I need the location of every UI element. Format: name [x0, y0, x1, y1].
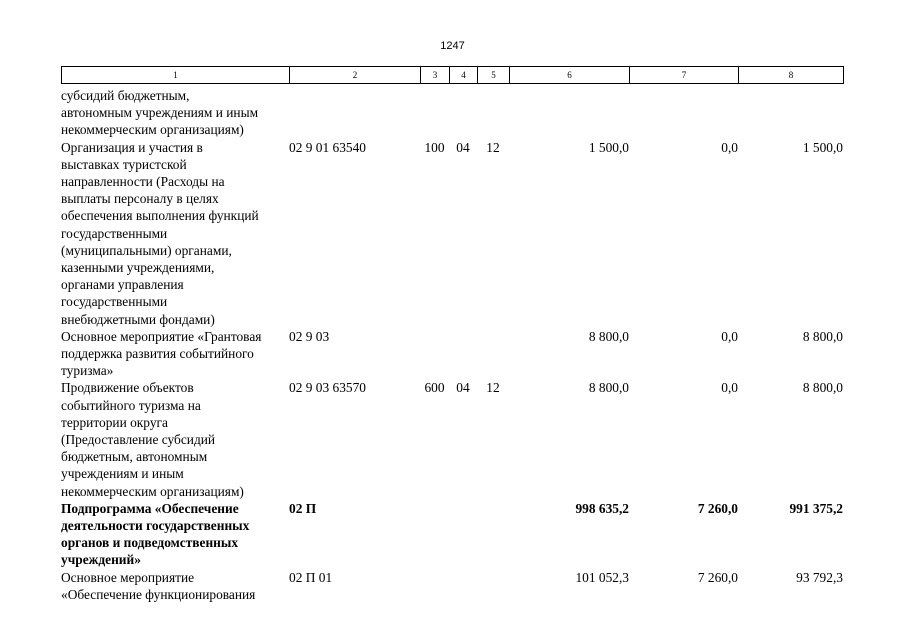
table-row — [61, 379, 843, 499]
row-name: Подпрограмма «Обеспечение деятельности государственных органов и подведомственных учреждений» — [61, 500, 250, 568]
row-vr — [420, 500, 449, 569]
row-code: 02 П — [289, 500, 317, 516]
row-pr: 12 — [486, 139, 500, 155]
row-name: Основное мероприятие «Обеспечение функционирования — [61, 569, 256, 602]
row-vr: 600 — [424, 380, 445, 396]
row-rz: 04 — [456, 380, 470, 396]
table-row — [61, 500, 843, 569]
header-col-3: 3 — [421, 67, 450, 84]
row-name: Основное мероприятие «Грантовая поддержка развития событийного туризма» — [61, 328, 262, 379]
row-amount-regional: 1 500,0 — [802, 139, 843, 155]
row-amount-regional: 991 375,2 — [789, 500, 843, 516]
budget-table — [61, 87, 843, 603]
row-amount-total: 998 635,2 — [575, 500, 629, 516]
table-row — [61, 87, 843, 139]
row-rz — [449, 87, 477, 139]
row-amount-total — [509, 87, 629, 139]
row-pr — [477, 569, 509, 603]
row-amount-total: 101 052,3 — [575, 569, 629, 585]
row-rz: 04 — [456, 139, 470, 155]
row-amount-regional — [738, 87, 843, 139]
row-pr — [477, 87, 509, 139]
row-rz — [449, 328, 477, 380]
row-amount-federal — [629, 87, 738, 139]
row-vr — [420, 569, 449, 603]
header-col-6: 6 — [510, 67, 630, 84]
row-amount-federal: 7 260,0 — [697, 569, 738, 585]
row-name: субсидий бюджетным, автономным учреждениям и иным некоммерческим организациям) — [61, 88, 259, 138]
row-vr — [420, 328, 449, 380]
row-code: 02 П 01 — [289, 569, 333, 585]
row-vr — [420, 87, 449, 139]
header-col-2: 2 — [290, 67, 421, 84]
table-row — [61, 569, 843, 603]
row-pr: 12 — [486, 380, 500, 396]
header-col-4: 4 — [450, 67, 478, 84]
row-amount-total: 8 800,0 — [588, 380, 629, 396]
table-row — [61, 139, 843, 328]
row-code: 02 9 03 — [289, 328, 330, 344]
row-code — [289, 87, 420, 139]
row-pr — [477, 500, 509, 569]
header-row — [62, 67, 844, 84]
row-rz — [449, 569, 477, 603]
header-table — [61, 66, 844, 84]
row-amount-regional: 93 792,3 — [796, 569, 843, 585]
row-amount-regional: 8 800,0 — [802, 380, 843, 396]
header-col-8: 8 — [739, 67, 844, 84]
header-col-1: 1 — [62, 67, 290, 84]
row-code: 02 9 01 63540 — [289, 139, 366, 155]
row-code: 02 9 03 63570 — [289, 380, 366, 396]
header-col-7: 7 — [630, 67, 739, 84]
row-amount-regional: 8 800,0 — [802, 328, 843, 344]
row-amount-federal: 7 260,0 — [697, 500, 738, 516]
table-row — [61, 328, 843, 380]
row-amount-total: 8 800,0 — [588, 328, 629, 344]
row-vr: 100 — [424, 139, 445, 155]
row-pr — [477, 328, 509, 380]
row-amount-total: 1 500,0 — [588, 139, 629, 155]
row-amount-federal: 0,0 — [721, 139, 738, 155]
header-col-5: 5 — [478, 67, 510, 84]
row-name: Продвижение объектов событийного туризма на территории округа (Предоставление субсидий бюджетным, автономным учреждениям и иным некоммерческим организациям) — [61, 380, 244, 499]
row-rz — [449, 500, 477, 569]
row-amount-federal: 0,0 — [721, 380, 738, 396]
row-name: Организация и участия в выставках туристской направленности (Расходы на выплаты персоналу в целях обеспечения выполнения функций государственными (муниципальными) органами, казенными учреждениями, органами управления государственными внебюджетными фондами) — [61, 139, 259, 327]
row-amount-federal: 0,0 — [721, 328, 738, 344]
page-number: 1247 — [440, 40, 465, 52]
